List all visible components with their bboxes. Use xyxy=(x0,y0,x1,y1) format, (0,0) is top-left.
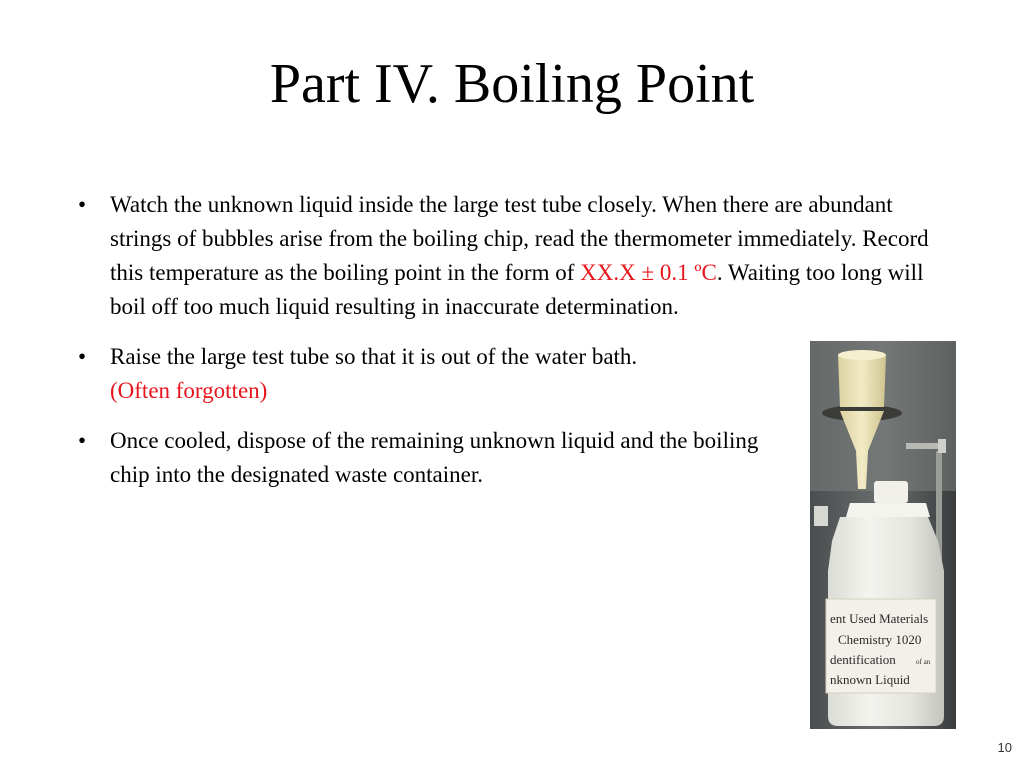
bullet-text: Once cooled, dispose of the remaining unknown liquid and the boiling chip into the designated waste container. xyxy=(110,428,759,487)
slide-title: Part IV. Boiling Point xyxy=(269,53,755,115)
bullet-text: Raise the large test tube so that it is out of the water bath. xyxy=(110,344,638,369)
svg-text:Chemistry 1020: Chemistry 1020 xyxy=(838,632,922,647)
svg-text:of an: of an xyxy=(916,658,931,666)
bullet-note: (Often forgotten) xyxy=(110,378,268,403)
page-number: 10 xyxy=(997,740,1012,755)
bullet-item xyxy=(78,340,790,408)
waste-container-photo xyxy=(810,341,956,729)
bullet-text-continued: . Waiting too long will boil off too much liquid resulting in inaccurate determination. xyxy=(110,260,924,319)
svg-text:nknown Liquid: nknown Liquid xyxy=(830,672,910,687)
bullet-item xyxy=(78,188,938,324)
svg-text:ent Used Materials: ent Used Materials xyxy=(830,611,929,626)
bullet-text: Watch the unknown liquid inside the large test tube closely. When there are abundant strings of bubbles arise from the boiling chip, read the thermometer immediately. Record this temperature as the boiling point in the form of xyxy=(110,192,929,285)
bullet-item xyxy=(78,424,790,492)
boiling-point-format: XX.X ± 0.1 ºC xyxy=(580,260,717,285)
bullet-list xyxy=(78,188,938,508)
svg-text:dentification: dentification xyxy=(830,652,896,667)
